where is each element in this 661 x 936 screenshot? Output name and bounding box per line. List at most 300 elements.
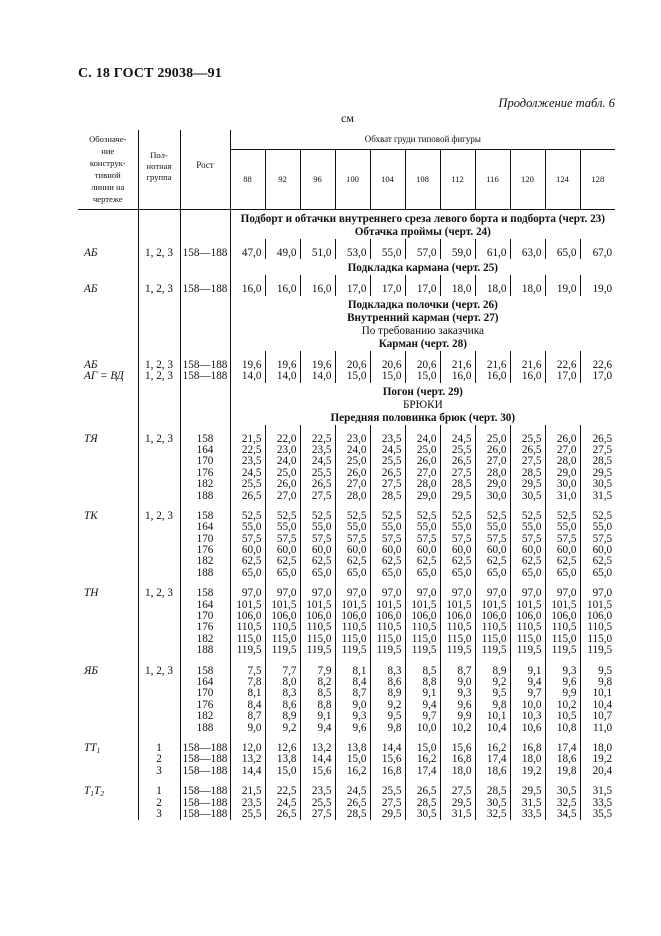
value-cell <box>265 777 300 820</box>
measure-value: 25,5 <box>521 432 542 445</box>
measure-value: 52,5 <box>311 509 332 522</box>
measure-value: 28,0 <box>416 478 437 491</box>
measure-value: 27,0 <box>486 455 507 468</box>
measure-value: 9,2 <box>282 721 297 734</box>
measure-value: 52,5 <box>241 509 262 522</box>
value-cell <box>405 777 440 820</box>
height-group-cell <box>138 579 180 656</box>
measure-value: 26,5 <box>592 432 613 445</box>
measure-value: 8,2 <box>317 676 332 688</box>
height-group-value: 1, 2, 3 <box>145 283 173 296</box>
height-value: 158 <box>196 664 214 677</box>
measure-value: 9,5 <box>387 710 402 723</box>
value-cell <box>510 425 545 502</box>
measure-value: 8,8 <box>422 676 437 688</box>
measure-value: 21,5 <box>241 785 262 798</box>
section-heading-text: Внутренний карман (черт. 27) <box>347 311 499 324</box>
measure-value: 119,5 <box>481 644 507 657</box>
empty-cell <box>138 383 180 425</box>
measure-value: 9,0 <box>457 676 472 688</box>
measure-value: 55,0 <box>241 521 262 534</box>
value-cell <box>440 351 475 383</box>
measure-value: 26,0 <box>486 443 507 456</box>
measure-value: 15,6 <box>311 764 332 777</box>
measure-value: 21,6 <box>486 358 507 371</box>
measure-value: 15,6 <box>451 741 472 754</box>
measure-value: 10,0 <box>416 721 437 734</box>
measure-value: 119,5 <box>341 644 367 657</box>
measure-value: 29,0 <box>486 478 507 491</box>
section-heading-text: Обтачка проймы (черт. 24) <box>354 226 491 238</box>
measure-value: 65,0 <box>241 566 262 579</box>
measure-value: 55,0 <box>556 521 577 534</box>
measure-value: 21,6 <box>451 358 472 371</box>
height-value: 164 <box>196 521 214 534</box>
measure-value: 60,0 <box>556 544 577 557</box>
height-group-value: 1 <box>156 785 162 798</box>
measure-value: 33,5 <box>592 796 613 809</box>
measure-value: 110,5 <box>411 621 437 634</box>
measure-value: 8,8 <box>317 698 332 711</box>
measure-value: 97,0 <box>346 587 367 600</box>
section-heading-row <box>78 210 615 240</box>
measure-value: 26,5 <box>276 807 297 820</box>
height-value: 188 <box>196 721 214 734</box>
col-height-header: Рост <box>180 130 230 210</box>
measure-value: 26,0 <box>346 466 367 479</box>
measure-value: 35,5 <box>592 807 613 820</box>
measure-value: 26,5 <box>346 796 367 809</box>
height-group-value: 1, 2, 3 <box>145 370 173 383</box>
value-cell <box>475 502 510 579</box>
section-heading-text: Передняя половинка брюк (черт. 30) <box>330 411 516 424</box>
measure-value: 22,5 <box>276 785 297 798</box>
measure-value: 24,5 <box>241 466 262 479</box>
value-cell <box>510 777 545 820</box>
measure-value: 55,0 <box>592 521 613 534</box>
section-heading-row <box>78 296 615 351</box>
empty-cell <box>180 259 230 275</box>
measure-value: 21,5 <box>241 432 262 445</box>
measure-value: 16,0 <box>521 370 542 383</box>
header-line: Обозначе- <box>89 134 127 144</box>
measure-value: 18,0 <box>451 283 472 296</box>
measure-value: 29,0 <box>416 489 437 502</box>
measure-value: 25,5 <box>241 807 262 820</box>
measure-value: 8,7 <box>457 664 472 677</box>
height-value: 158—188 <box>182 247 228 259</box>
value-cell <box>265 734 300 777</box>
measure-value: 62,5 <box>556 555 577 568</box>
height-value: 158—188 <box>182 796 228 809</box>
value-cell <box>545 275 580 295</box>
value-cell <box>300 239 335 259</box>
header-line: ние <box>101 146 115 156</box>
measure-value: 106,0 <box>341 610 367 623</box>
measure-value: 18,6 <box>556 753 577 766</box>
empty-cell <box>78 296 138 351</box>
line-designation <box>78 734 138 777</box>
measure-value: 101,5 <box>516 598 542 611</box>
measure-value: 57,5 <box>346 532 367 545</box>
measure-value: 14,4 <box>311 753 332 766</box>
chest-size-header: 88 <box>230 149 265 209</box>
header-line: линии на <box>91 182 125 192</box>
measure-value: 31,5 <box>451 807 472 820</box>
measure-value: 57,5 <box>276 532 297 545</box>
subscript: 1 <box>96 745 101 755</box>
height-group-value: 3 <box>156 807 162 820</box>
measure-value: 57,5 <box>451 532 472 545</box>
measure-value: 29,5 <box>381 807 402 820</box>
measure-value: 25,5 <box>311 466 332 479</box>
measure-value: 65,0 <box>486 566 507 579</box>
value-cell <box>580 425 615 502</box>
measure-value: 62,5 <box>451 555 472 568</box>
value-cell <box>230 657 265 734</box>
designation-text: АБ <box>84 283 98 296</box>
table-row <box>78 777 615 820</box>
value-cell <box>265 351 300 383</box>
measure-value: 18,0 <box>521 283 542 296</box>
measure-value: 25,5 <box>381 785 402 798</box>
measure-value: 22,0 <box>276 432 297 445</box>
section-heading-text: Погон (черт. 29) <box>382 385 463 398</box>
measure-value: 115,0 <box>481 632 507 645</box>
page-header: С. 18 ГОСТ 29038—91 <box>78 66 222 81</box>
measure-value: 97,0 <box>486 587 507 600</box>
measure-value: 57,5 <box>416 532 437 545</box>
measure-value: 51,0 <box>311 247 332 259</box>
measure-value: 119,5 <box>551 644 577 657</box>
value-cell <box>370 657 405 734</box>
measure-value: 26,0 <box>556 432 577 445</box>
designation-text: АГ = ВД <box>84 370 124 383</box>
measure-value: 14,4 <box>381 741 402 754</box>
height-value: 182 <box>196 710 214 723</box>
value-cell <box>405 734 440 777</box>
measure-value: 25,0 <box>346 455 367 468</box>
measure-value: 65,0 <box>311 566 332 579</box>
measure-value: 9,8 <box>598 676 613 688</box>
height-value: 164 <box>196 443 214 456</box>
value-cell <box>475 777 510 820</box>
value-cell <box>510 734 545 777</box>
measure-value: 115,0 <box>516 632 542 645</box>
measure-value: 9,9 <box>562 687 577 700</box>
measure-value: 106,0 <box>446 610 472 623</box>
height-value: 176 <box>196 698 214 711</box>
measure-value: 119,5 <box>236 644 262 657</box>
measure-value: 65,0 <box>556 566 577 579</box>
value-cell <box>580 239 615 259</box>
value-cell <box>440 579 475 656</box>
header-line: тивной <box>94 170 121 180</box>
measure-value: 110,5 <box>446 621 472 634</box>
measure-value: 60,0 <box>416 544 437 557</box>
measure-value: 62,5 <box>276 555 297 568</box>
height-group-value: 2 <box>156 796 162 809</box>
empty-cell <box>180 296 230 351</box>
height-value: 176 <box>196 544 214 557</box>
measure-value: 31,5 <box>592 785 613 798</box>
height-value: 158—188 <box>182 358 228 371</box>
chest-group-header: Обхват груди типовой фигуры <box>230 130 615 149</box>
value-cell <box>300 777 335 820</box>
chest-size-header: 116 <box>475 149 510 209</box>
height-group-value: 1, 2, 3 <box>145 432 173 445</box>
measure-value: 25,0 <box>276 466 297 479</box>
measure-value: 28,0 <box>486 466 507 479</box>
measure-value: 18,0 <box>451 764 472 777</box>
height-value: 158 <box>196 587 214 600</box>
measure-value: 23,5 <box>311 443 332 456</box>
measure-value: 18,0 <box>592 741 613 754</box>
section-heading-text: Подкладка кармана (черт. 25) <box>347 262 499 275</box>
measure-value: 25,5 <box>451 443 472 456</box>
value-cell <box>370 579 405 656</box>
value-cell <box>580 734 615 777</box>
value-cell <box>545 425 580 502</box>
measure-value: 19,2 <box>592 753 613 766</box>
measure-value: 17,4 <box>486 753 507 766</box>
table-row <box>78 351 615 383</box>
table-row <box>78 239 615 259</box>
measure-value: 27,5 <box>381 796 402 809</box>
value-cell <box>300 351 335 383</box>
measure-value: 101,5 <box>481 598 507 611</box>
measure-value: 9,1 <box>317 710 332 723</box>
measure-value: 55,0 <box>521 521 542 534</box>
measure-value: 13,2 <box>241 753 262 766</box>
measure-value: 29,5 <box>592 466 613 479</box>
measure-value: 9,4 <box>527 676 542 688</box>
value-cell <box>335 657 370 734</box>
value-cell <box>510 502 545 579</box>
section-heading-row <box>78 259 615 275</box>
table-row <box>78 425 615 502</box>
measure-value: 115,0 <box>376 632 402 645</box>
measure-value: 97,0 <box>521 587 542 600</box>
measure-value: 10,2 <box>451 721 472 734</box>
value-cell <box>440 425 475 502</box>
measure-value: 9,3 <box>562 664 577 677</box>
measure-value: 8,0 <box>282 676 297 688</box>
measure-value: 110,5 <box>376 621 402 634</box>
measure-value: 17,0 <box>416 283 437 296</box>
height-cell <box>180 579 230 656</box>
value-cell <box>370 239 405 259</box>
measure-value: 24,0 <box>276 455 297 468</box>
measure-value: 19,0 <box>556 283 577 296</box>
value-cell <box>475 351 510 383</box>
header-line: нотная <box>146 161 172 171</box>
measure-value: 23,5 <box>241 455 262 468</box>
chest-size-header: 92 <box>265 149 300 209</box>
measure-value: 8,1 <box>352 664 367 677</box>
measure-value: 9,1 <box>527 664 542 677</box>
measure-value: 11,0 <box>592 721 613 734</box>
value-cell <box>405 351 440 383</box>
measurement-table <box>78 130 615 820</box>
measure-value: 14,0 <box>241 370 262 383</box>
measure-value: 15,0 <box>416 741 437 754</box>
height-group-value: 2 <box>156 753 162 766</box>
measure-value: 106,0 <box>306 610 332 623</box>
line-designation <box>78 502 138 579</box>
measure-value: 9,8 <box>492 698 507 711</box>
value-cell <box>335 579 370 656</box>
measure-value: 119,5 <box>271 644 297 657</box>
height-group-cell <box>138 425 180 502</box>
measure-value: 30,5 <box>592 478 613 491</box>
section-heading <box>230 383 615 425</box>
height-group-cell <box>138 275 180 295</box>
value-cell <box>370 734 405 777</box>
measure-value: 52,5 <box>556 509 577 522</box>
value-cell <box>545 579 580 656</box>
measure-value: 28,0 <box>556 455 577 468</box>
measure-value: 29,5 <box>451 796 472 809</box>
measure-value: 62,5 <box>592 555 613 568</box>
value-cell <box>265 425 300 502</box>
height-group-value: 1, 2, 3 <box>145 247 173 259</box>
table-row <box>78 657 615 734</box>
value-cell <box>300 657 335 734</box>
measure-value: 115,0 <box>551 632 577 645</box>
measure-value: 101,5 <box>341 598 367 611</box>
measure-value: 106,0 <box>236 610 262 623</box>
height-group-cell <box>138 734 180 777</box>
height-cell <box>180 502 230 579</box>
designation-text: $Т_1Т_2$ <box>84 785 104 799</box>
designation-text: АБ <box>84 358 98 371</box>
measure-value: 14,4 <box>241 764 262 777</box>
height-value: 182 <box>196 555 214 568</box>
measure-value: 8,3 <box>282 687 297 700</box>
measure-value: 119,5 <box>516 644 542 657</box>
height-value: 170 <box>196 687 214 700</box>
measure-value: 28,5 <box>592 455 613 468</box>
measure-value: 28,5 <box>346 807 367 820</box>
height-cell <box>180 275 230 295</box>
measure-value: 28,5 <box>416 796 437 809</box>
measure-value: 62,5 <box>241 555 262 568</box>
measure-value: 29,5 <box>521 478 542 491</box>
empty-cell <box>138 259 180 275</box>
line-designation <box>78 275 138 295</box>
measure-value: 62,5 <box>346 555 367 568</box>
measure-value: 62,5 <box>521 555 542 568</box>
measure-value: 57,5 <box>241 532 262 545</box>
measure-value: 26,0 <box>416 455 437 468</box>
section-heading-text: Карман (черт. 28) <box>378 337 467 350</box>
measure-value: 12,0 <box>241 741 262 754</box>
measure-value: 31,5 <box>521 796 542 809</box>
height-group-value: 1, 2, 3 <box>145 509 173 522</box>
measure-value: 20,6 <box>381 358 402 371</box>
measure-value: 59,0 <box>451 247 472 259</box>
measure-value: 8,1 <box>247 687 262 700</box>
measure-value: 57,5 <box>521 532 542 545</box>
value-cell <box>335 239 370 259</box>
measure-value: 52,5 <box>451 509 472 522</box>
measure-value: 60,0 <box>486 544 507 557</box>
measure-value: 9,4 <box>317 721 332 734</box>
chest-size-header: 100 <box>335 149 370 209</box>
measure-value: 9,2 <box>492 676 507 688</box>
measure-value: 12,6 <box>276 741 297 754</box>
measure-value: 8,5 <box>422 664 437 677</box>
value-cell <box>405 502 440 579</box>
measure-value: 57,5 <box>556 532 577 545</box>
value-cell <box>510 579 545 656</box>
measure-value: 27,5 <box>451 785 472 798</box>
measure-value: 24,5 <box>381 443 402 456</box>
measure-value: 9,6 <box>562 676 577 688</box>
measure-value: 16,0 <box>451 370 472 383</box>
measure-value: 55,0 <box>381 247 402 259</box>
value-cell <box>230 502 265 579</box>
measure-value: 28,5 <box>486 785 507 798</box>
measure-value: 60,0 <box>276 544 297 557</box>
measure-value: 30,0 <box>556 478 577 491</box>
measure-value: 13,8 <box>346 741 367 754</box>
measure-value: 10,6 <box>521 721 542 734</box>
value-cell <box>335 275 370 295</box>
measure-value: 115,0 <box>446 632 472 645</box>
measure-value: 8,7 <box>352 687 367 700</box>
value-cell <box>335 502 370 579</box>
measure-value: 30,5 <box>416 807 437 820</box>
measure-value: 14,0 <box>311 370 332 383</box>
measure-value: 97,0 <box>592 587 613 600</box>
measure-value: 16,0 <box>486 370 507 383</box>
designation-text: $ТТ_1$ <box>84 741 101 755</box>
measure-value: 60,0 <box>311 544 332 557</box>
measure-value: 19,6 <box>241 358 262 371</box>
measure-value: 15,0 <box>346 753 367 766</box>
measure-value: 60,0 <box>521 544 542 557</box>
value-cell <box>335 425 370 502</box>
value-cell <box>335 351 370 383</box>
value-cell <box>510 351 545 383</box>
line-designation <box>78 579 138 656</box>
measure-value: 18,0 <box>521 753 542 766</box>
measure-value: 17,4 <box>416 764 437 777</box>
measure-value: 27,5 <box>592 443 613 456</box>
measure-value: 28,5 <box>381 489 402 502</box>
measure-value: 15,6 <box>381 753 402 766</box>
measure-value: 18,6 <box>486 764 507 777</box>
height-value: 188 <box>196 489 214 502</box>
height-value: 164 <box>196 598 214 611</box>
value-cell <box>475 425 510 502</box>
measure-value: 8,6 <box>282 698 297 711</box>
measure-value: 110,5 <box>271 621 297 634</box>
measure-value: 7,7 <box>282 664 297 677</box>
value-cell <box>545 239 580 259</box>
measure-value: 106,0 <box>271 610 297 623</box>
measure-value: 29,0 <box>556 466 577 479</box>
measure-value: 26,0 <box>276 478 297 491</box>
measure-value: 97,0 <box>556 587 577 600</box>
measure-value: 63,0 <box>521 247 542 259</box>
measure-value: 55,0 <box>381 521 402 534</box>
measure-value: 119,5 <box>446 644 472 657</box>
measure-value: 55,0 <box>311 521 332 534</box>
measure-value: 10,4 <box>592 698 613 711</box>
